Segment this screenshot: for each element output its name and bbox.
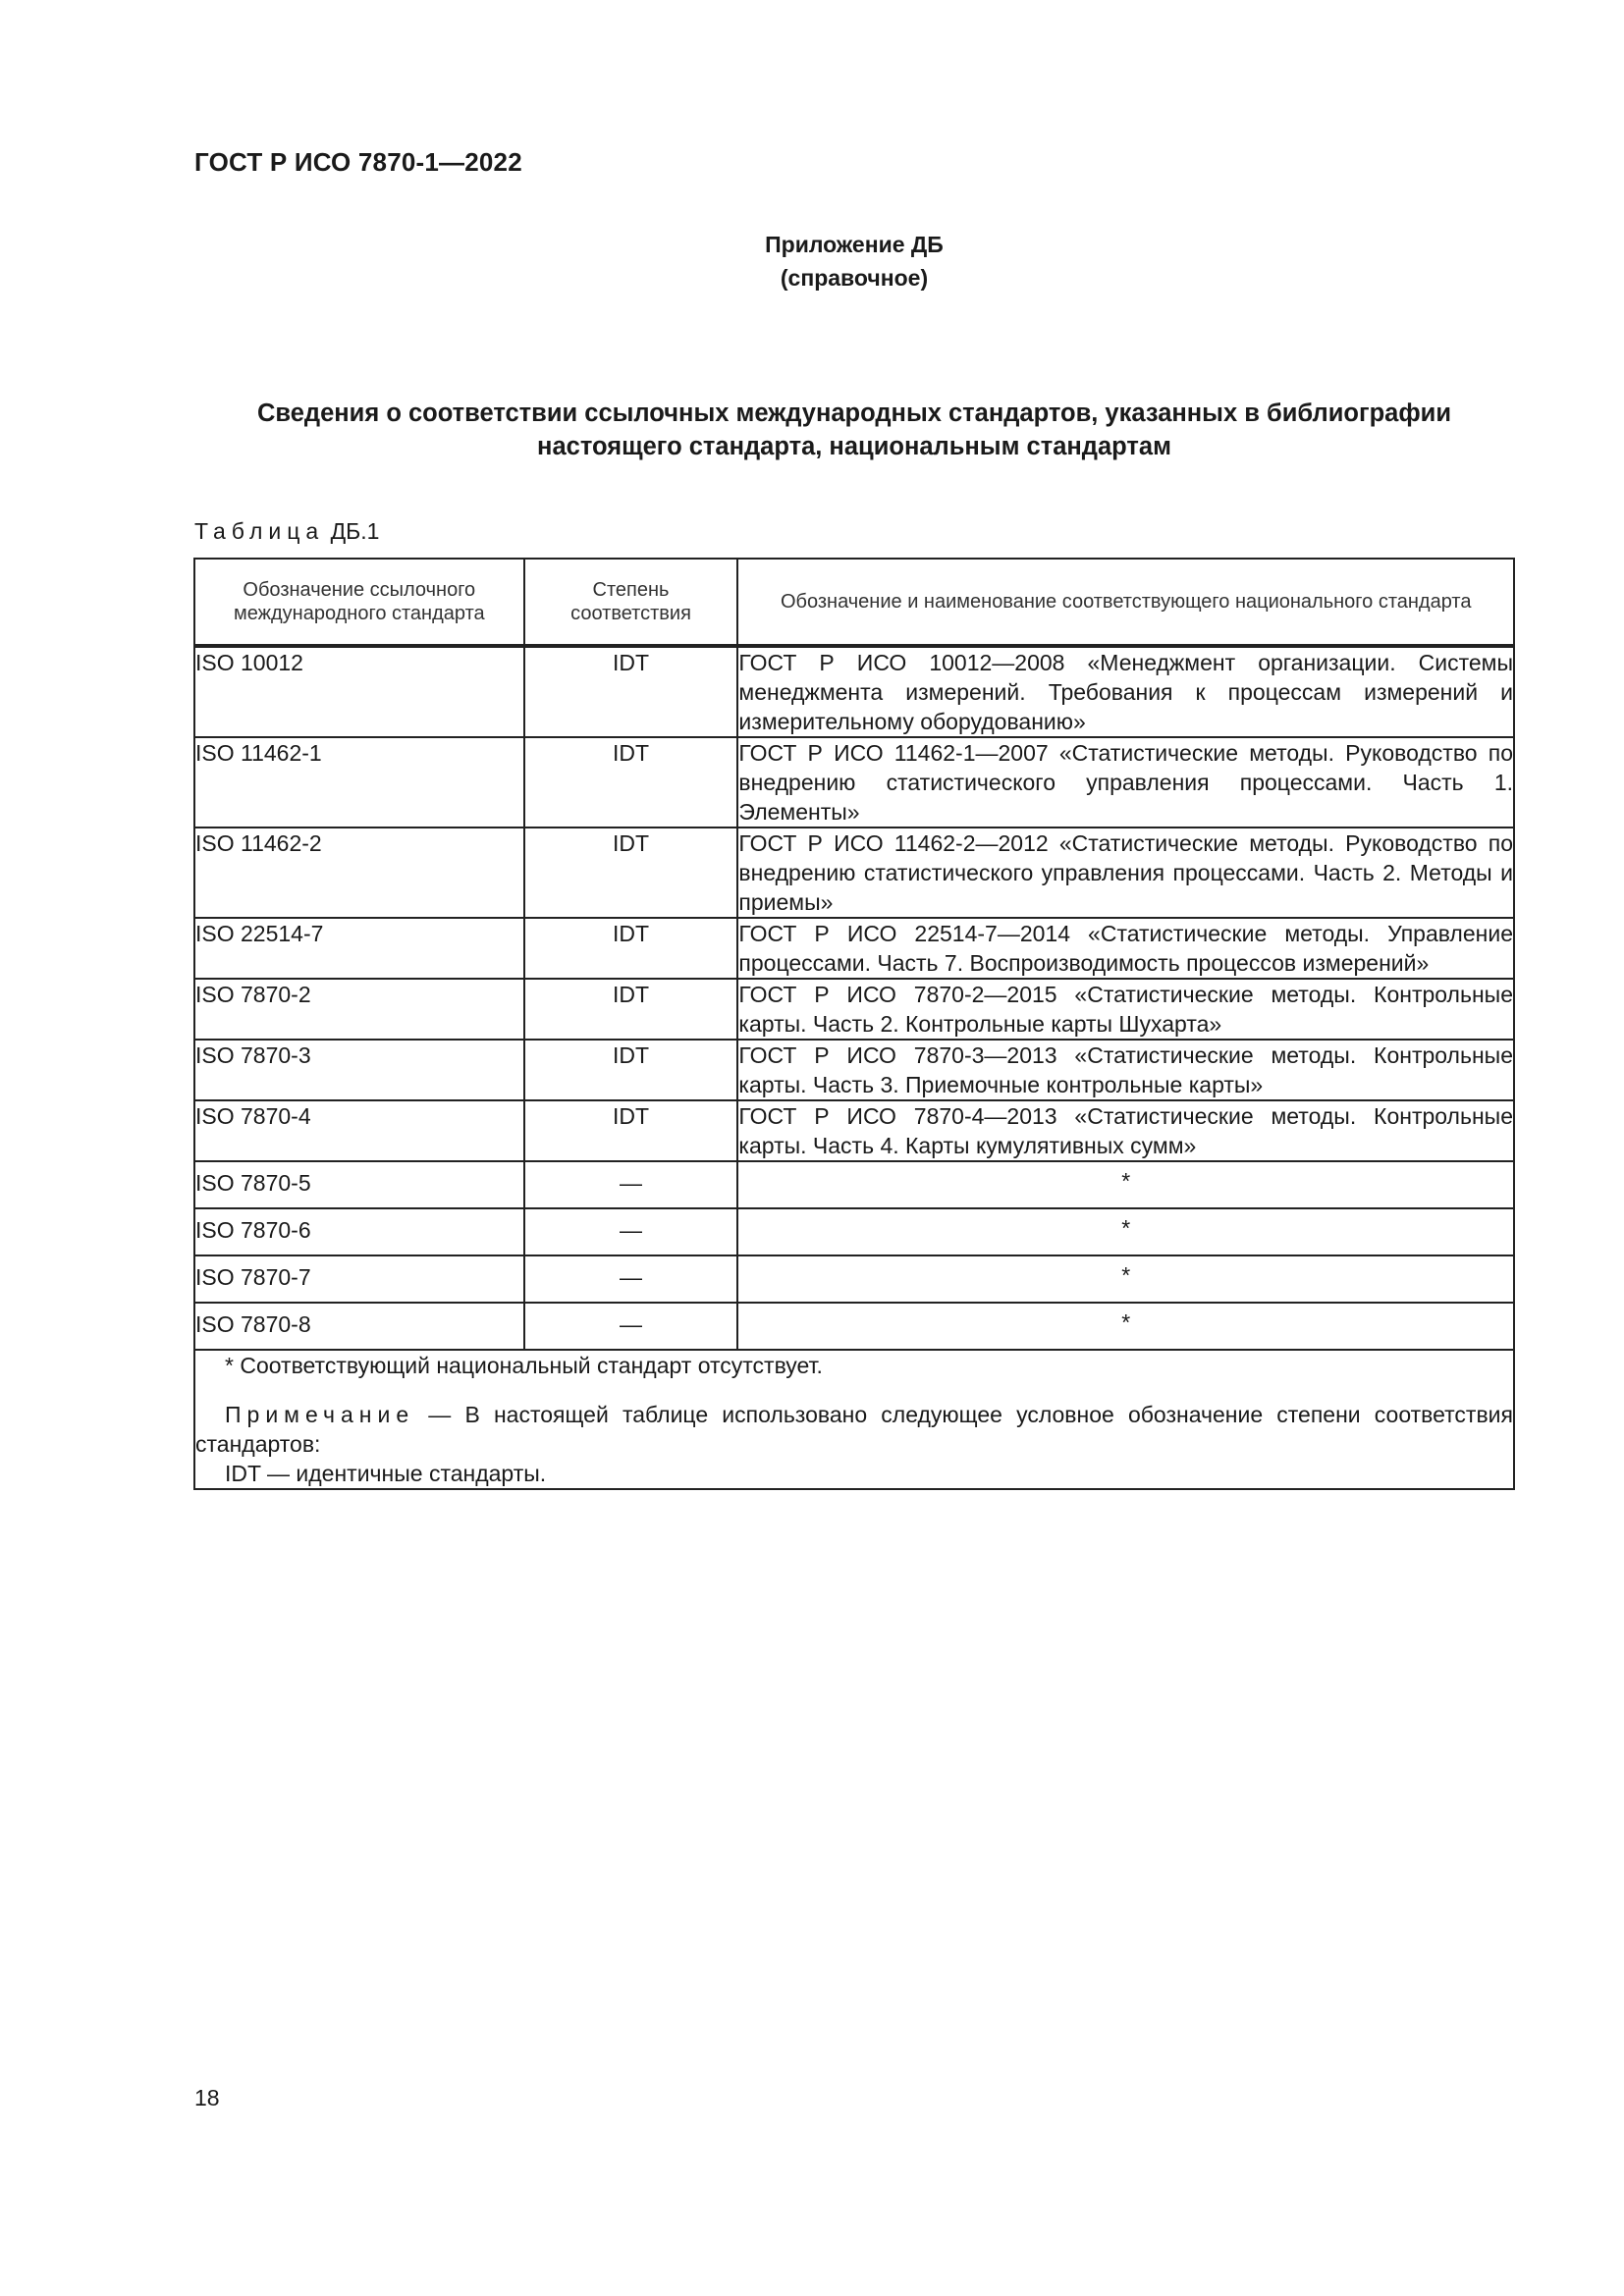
international-standard-cell: ISO 7870-3 [194, 1040, 524, 1100]
international-standard-cell: ISO 7870-6 [194, 1208, 524, 1255]
international-standard-cell: ISO 7870-4 [194, 1100, 524, 1161]
international-standard-cell: ISO 7870-8 [194, 1303, 524, 1350]
annex-title: Приложение ДБ [765, 232, 944, 257]
table-footnote: * Соответствующий национальный стандарт отсутствует. [225, 1353, 823, 1378]
table-row [194, 646, 1514, 737]
national-standard-cell: ГОСТ Р ИСО 22514-7—2014 «Статистические методы. Управление процессами. Часть 7. Воспроизводимость процессов измерений» [737, 918, 1514, 979]
international-standard-cell: ISO 11462-2 [194, 828, 524, 918]
header-international-standard: Обозначение ссылочного международного стандарта [194, 559, 524, 646]
header-national-standard: Обозначение и наименование соответствующего национального стандарта [737, 559, 1514, 646]
national-standard-cell: ГОСТ Р ИСО 7870-3—2013 «Статистические методы. Контрольные карты. Часть 3. Приемочные контрольные карты» [737, 1040, 1514, 1100]
section-title-line-1: Сведения о соответствии ссылочных международных стандартов, указанных в библиографии [256, 400, 1452, 427]
international-standard-cell: ISO 11462-1 [194, 737, 524, 828]
table-row [194, 1040, 1514, 1100]
national-standard-cell: * [737, 1208, 1514, 1255]
annex-heading [194, 228, 1514, 294]
degree-cell: — [524, 1161, 738, 1208]
national-standard-cell: * [737, 1303, 1514, 1350]
degree-cell: IDT [524, 979, 738, 1040]
national-standard-cell: * [737, 1161, 1514, 1208]
degree-cell: IDT [524, 828, 738, 918]
degree-cell: IDT [524, 737, 738, 828]
national-standard-cell: ГОСТ Р ИСО 11462-1—2007 «Статистические методы. Руководство по внедрению статистического управления процессами. Часть 1. Элементы» [737, 737, 1514, 828]
national-standard-cell: ГОСТ Р ИСО 7870-4—2013 «Статистические методы. Контрольные карты. Часть 4. Карты кумулятивных сумм» [737, 1100, 1514, 1161]
degree-cell: IDT [524, 918, 738, 979]
page-number: 18 [194, 2085, 220, 2110]
national-standard-cell: ГОСТ Р ИСО 7870-2—2015 «Статистические методы. Контрольные карты. Часть 2. Контрольные карты Шухарта» [737, 979, 1514, 1040]
table-caption-word: Таблица [194, 518, 325, 544]
degree-cell: — [524, 1208, 738, 1255]
degree-cell: IDT [524, 646, 738, 737]
table-note [195, 1400, 1513, 1459]
table-row [194, 828, 1514, 918]
degree-cell: IDT [524, 1100, 738, 1161]
international-standard-cell: ISO 22514-7 [194, 918, 524, 979]
international-standard-cell: ISO 7870-7 [194, 1255, 524, 1303]
section-title [194, 397, 1514, 463]
section-title-line-2: настоящего стандарта, национальным стандартам [537, 433, 1171, 460]
table-caption-number: ДБ.1 [330, 518, 380, 544]
table-row [194, 1255, 1514, 1303]
table-row [194, 737, 1514, 828]
table-footer [194, 1350, 1514, 1489]
table-row [194, 1208, 1514, 1255]
table-caption [194, 518, 379, 545]
table-row [194, 918, 1514, 979]
table-row [194, 1161, 1514, 1208]
degree-cell: IDT [524, 1040, 738, 1100]
note-label: Примечание [225, 1402, 415, 1427]
degree-cell: — [524, 1255, 738, 1303]
table-header-row [194, 559, 1514, 646]
table-row [194, 979, 1514, 1040]
table-row [194, 1100, 1514, 1161]
national-standard-cell: ГОСТ Р ИСО 10012—2008 «Менеджмент организации. Системы менеджмента измерений. Требования к процессам измерений и измерительному оборудованию» [737, 646, 1514, 737]
degree-cell: — [524, 1303, 738, 1350]
note-text: — В настоящей таблице использовано следующее условное обозначение степени соответствия стандартов: [195, 1402, 1513, 1457]
table-footer-row [194, 1350, 1514, 1489]
document-id: ГОСТ Р ИСО 7870-1—2022 [194, 147, 522, 177]
header-degree-of-correspondence: Степень соответствия [524, 559, 738, 646]
international-standard-cell: ISO 10012 [194, 646, 524, 737]
international-standard-cell: ISO 7870-5 [194, 1161, 524, 1208]
national-standard-cell: ГОСТ Р ИСО 11462-2—2012 «Статистические методы. Руководство по внедрению статистического управления процессами. Часть 2. Методы и приемы» [737, 828, 1514, 918]
correspondence-table [193, 558, 1515, 1490]
note-idt-definition: IDT — идентичные стандарты. [225, 1461, 547, 1486]
national-standard-cell: * [737, 1255, 1514, 1303]
annex-status: (справочное) [780, 265, 929, 291]
table-row [194, 1303, 1514, 1350]
international-standard-cell: ISO 7870-2 [194, 979, 524, 1040]
